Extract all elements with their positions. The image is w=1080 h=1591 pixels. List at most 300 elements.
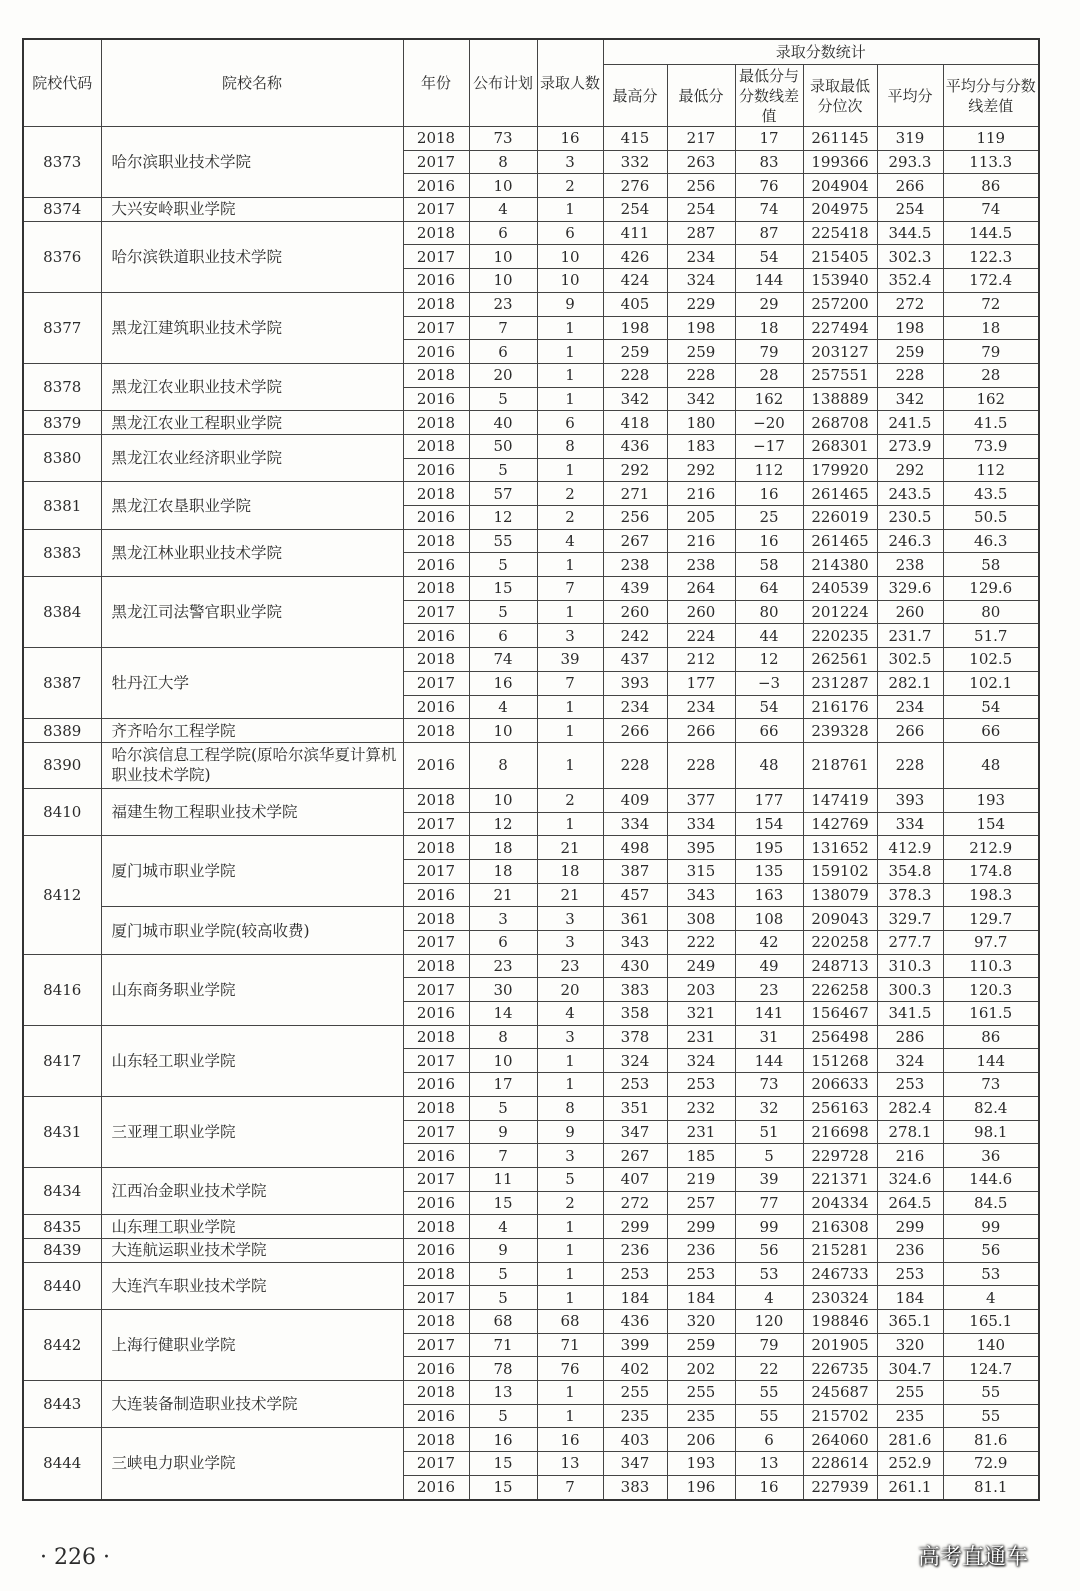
min-rank-cell: 257200 — [803, 292, 877, 316]
school-name: 大连航运职业技术学院 — [101, 1238, 403, 1262]
school-code: 8439 — [23, 1238, 101, 1262]
school-code: 8431 — [23, 1096, 101, 1167]
max-score-cell: 324 — [603, 1049, 667, 1073]
plan-cell: 20 — [469, 363, 537, 387]
avg-score-cell: 320 — [877, 1333, 943, 1357]
min-score-cell: 257 — [667, 1191, 735, 1215]
plan-cell: 12 — [469, 812, 537, 836]
table-row — [23, 1025, 1039, 1049]
min-diff-cell: 79 — [735, 340, 803, 364]
max-score-cell: 343 — [603, 931, 667, 955]
table-row — [23, 363, 1039, 387]
min-score-cell: 177 — [667, 671, 735, 695]
avg-diff-cell: 144.6 — [943, 1167, 1039, 1191]
min-score-cell: 266 — [667, 719, 735, 743]
admitted-cell: 9 — [537, 1120, 603, 1144]
admitted-cell: 1 — [537, 553, 603, 577]
avg-score-cell: 273.9 — [877, 434, 943, 458]
avg-score-cell: 286 — [877, 1025, 943, 1049]
min-diff-cell: 55 — [735, 1381, 803, 1405]
year-cell: 2016 — [403, 624, 469, 648]
max-score-cell: 253 — [603, 1262, 667, 1286]
table-row — [23, 1215, 1039, 1239]
avg-diff-cell: 81.6 — [943, 1428, 1039, 1452]
min-diff-cell: −20 — [735, 411, 803, 435]
min-score-cell: 184 — [667, 1286, 735, 1310]
min-score-cell: 299 — [667, 1215, 735, 1239]
admitted-cell: 6 — [537, 411, 603, 435]
avg-diff-cell: 58 — [943, 553, 1039, 577]
min-score-cell: 224 — [667, 624, 735, 648]
header-year: 年份 — [403, 39, 469, 127]
max-score-cell: 378 — [603, 1025, 667, 1049]
min-diff-cell: 83 — [735, 150, 803, 174]
min-score-cell: 232 — [667, 1096, 735, 1120]
max-score-cell: 383 — [603, 978, 667, 1002]
admitted-cell: 21 — [537, 883, 603, 907]
year-cell: 2017 — [403, 600, 469, 624]
min-rank-cell: 204975 — [803, 198, 877, 222]
avg-score-cell: 266 — [877, 719, 943, 743]
year-cell: 2018 — [403, 482, 469, 506]
avg-score-cell: 310.3 — [877, 954, 943, 978]
plan-cell: 10 — [469, 174, 537, 198]
year-cell: 2017 — [403, 812, 469, 836]
avg-diff-cell: 84.5 — [943, 1191, 1039, 1215]
year-cell: 2017 — [403, 931, 469, 955]
avg-diff-cell: 212.9 — [943, 836, 1039, 860]
avg-score-cell: 324 — [877, 1049, 943, 1073]
min-rank-cell: 226735 — [803, 1357, 877, 1381]
max-score-cell: 498 — [603, 836, 667, 860]
min-rank-cell: 231287 — [803, 671, 877, 695]
year-cell: 2016 — [403, 695, 469, 719]
plan-cell: 6 — [469, 931, 537, 955]
min-rank-cell: 138079 — [803, 883, 877, 907]
max-score-cell: 184 — [603, 1286, 667, 1310]
school-code: 8416 — [23, 954, 101, 1025]
avg-score-cell: 282.1 — [877, 671, 943, 695]
school-code: 8442 — [23, 1310, 101, 1381]
min-score-cell: 320 — [667, 1310, 735, 1334]
min-score-cell: 193 — [667, 1452, 735, 1476]
max-score-cell: 272 — [603, 1191, 667, 1215]
school-code: 8384 — [23, 577, 101, 648]
max-score-cell: 334 — [603, 812, 667, 836]
min-rank-cell: 256498 — [803, 1025, 877, 1049]
admitted-cell: 4 — [537, 529, 603, 553]
min-score-cell: 292 — [667, 458, 735, 482]
year-cell: 2018 — [403, 529, 469, 553]
plan-cell: 4 — [469, 198, 537, 222]
min-rank-cell: 221371 — [803, 1167, 877, 1191]
year-cell: 2017 — [403, 245, 469, 269]
year-cell: 2018 — [403, 1215, 469, 1239]
admitted-cell: 7 — [537, 577, 603, 601]
min-diff-cell: 32 — [735, 1096, 803, 1120]
max-score-cell: 253 — [603, 1073, 667, 1097]
year-cell: 2016 — [403, 340, 469, 364]
min-rank-cell: 216176 — [803, 695, 877, 719]
plan-cell: 18 — [469, 836, 537, 860]
min-score-cell: 377 — [667, 788, 735, 812]
min-diff-cell: 177 — [735, 788, 803, 812]
school-name: 山东轻工职业学院 — [101, 1025, 403, 1096]
avg-diff-cell: 74 — [943, 198, 1039, 222]
plan-cell: 16 — [469, 1428, 537, 1452]
avg-score-cell: 234 — [877, 695, 943, 719]
header-min-rank: 录取最低分位次 — [803, 65, 877, 127]
plan-cell: 5 — [469, 600, 537, 624]
avg-score-cell: 253 — [877, 1262, 943, 1286]
avg-score-cell: 228 — [877, 742, 943, 788]
school-name: 大连汽车职业技术学院 — [101, 1262, 403, 1309]
min-diff-cell: 25 — [735, 506, 803, 530]
plan-cell: 3 — [469, 907, 537, 931]
avg-diff-cell: 66 — [943, 719, 1039, 743]
plan-cell: 50 — [469, 434, 537, 458]
min-rank-cell: 261465 — [803, 529, 877, 553]
min-score-cell: 212 — [667, 648, 735, 672]
year-cell: 2016 — [403, 883, 469, 907]
max-score-cell: 403 — [603, 1428, 667, 1452]
plan-cell: 78 — [469, 1357, 537, 1381]
min-rank-cell: 201905 — [803, 1333, 877, 1357]
avg-diff-cell: 48 — [943, 742, 1039, 788]
table-row — [23, 1381, 1039, 1405]
plan-cell: 5 — [469, 1262, 537, 1286]
avg-diff-cell: 172.4 — [943, 269, 1039, 293]
plan-cell: 4 — [469, 1215, 537, 1239]
admitted-cell: 2 — [537, 174, 603, 198]
min-rank-cell: 230324 — [803, 1286, 877, 1310]
year-cell: 2018 — [403, 363, 469, 387]
school-code: 8410 — [23, 788, 101, 835]
year-cell: 2018 — [403, 788, 469, 812]
admitted-cell: 1 — [537, 812, 603, 836]
school-code: 8376 — [23, 221, 101, 292]
min-score-cell: 206 — [667, 1428, 735, 1452]
min-rank-cell: 142769 — [803, 812, 877, 836]
max-score-cell: 436 — [603, 434, 667, 458]
min-rank-cell: 239328 — [803, 719, 877, 743]
year-cell: 2018 — [403, 907, 469, 931]
admitted-cell: 5 — [537, 1167, 603, 1191]
max-score-cell: 411 — [603, 221, 667, 245]
school-name: 山东商务职业学院 — [101, 954, 403, 1025]
plan-cell: 14 — [469, 1002, 537, 1026]
avg-diff-cell: 72.9 — [943, 1452, 1039, 1476]
avg-diff-cell: 28 — [943, 363, 1039, 387]
min-diff-cell: 31 — [735, 1025, 803, 1049]
plan-cell: 9 — [469, 1120, 537, 1144]
min-rank-cell: 248713 — [803, 954, 877, 978]
min-rank-cell: 220258 — [803, 931, 877, 955]
year-cell: 2017 — [403, 1167, 469, 1191]
min-diff-cell: 76 — [735, 174, 803, 198]
min-diff-cell: 5 — [735, 1144, 803, 1168]
min-score-cell: 216 — [667, 482, 735, 506]
school-name: 三亚理工职业学院 — [101, 1096, 403, 1167]
min-rank-cell: 215405 — [803, 245, 877, 269]
min-rank-cell: 204904 — [803, 174, 877, 198]
min-score-cell: 228 — [667, 742, 735, 788]
table-row — [23, 742, 1039, 788]
min-score-cell: 263 — [667, 150, 735, 174]
admitted-cell: 68 — [537, 1310, 603, 1334]
avg-score-cell: 352.4 — [877, 269, 943, 293]
min-score-cell: 222 — [667, 931, 735, 955]
year-cell: 2017 — [403, 316, 469, 340]
school-name: 厦门城市职业学院 — [101, 836, 403, 907]
school-name: 黑龙江农垦职业学院 — [101, 482, 403, 529]
plan-cell: 55 — [469, 529, 537, 553]
max-score-cell: 399 — [603, 1333, 667, 1357]
plan-cell: 15 — [469, 577, 537, 601]
avg-diff-cell: 102.5 — [943, 648, 1039, 672]
table-row — [23, 198, 1039, 222]
max-score-cell: 426 — [603, 245, 667, 269]
min-score-cell: 185 — [667, 1144, 735, 1168]
admitted-cell: 1 — [537, 316, 603, 340]
min-score-cell: 249 — [667, 954, 735, 978]
plan-cell: 16 — [469, 671, 537, 695]
table-row — [23, 127, 1039, 151]
admitted-cell: 3 — [537, 931, 603, 955]
admitted-cell: 16 — [537, 1428, 603, 1452]
avg-score-cell: 241.5 — [877, 411, 943, 435]
admission-score-table — [22, 38, 1040, 1501]
year-cell: 2018 — [403, 577, 469, 601]
avg-score-cell: 277.7 — [877, 931, 943, 955]
max-score-cell: 256 — [603, 506, 667, 530]
avg-score-cell: 246.3 — [877, 529, 943, 553]
min-score-cell: 255 — [667, 1381, 735, 1405]
avg-diff-cell: 102.1 — [943, 671, 1039, 695]
min-score-cell: 315 — [667, 859, 735, 883]
avg-score-cell: 292 — [877, 458, 943, 482]
avg-score-cell: 365.1 — [877, 1310, 943, 1334]
avg-score-cell: 278.1 — [877, 1120, 943, 1144]
min-diff-cell: 54 — [735, 695, 803, 719]
avg-score-cell: 253 — [877, 1073, 943, 1097]
admitted-cell: 1 — [537, 1049, 603, 1073]
year-cell: 2018 — [403, 1025, 469, 1049]
school-code: 8374 — [23, 198, 101, 222]
min-rank-cell: 220235 — [803, 624, 877, 648]
max-score-cell: 266 — [603, 719, 667, 743]
min-score-cell: 260 — [667, 600, 735, 624]
avg-score-cell: 412.9 — [877, 836, 943, 860]
avg-score-cell: 324.6 — [877, 1167, 943, 1191]
min-score-cell: 324 — [667, 269, 735, 293]
admitted-cell: 7 — [537, 671, 603, 695]
min-score-cell: 229 — [667, 292, 735, 316]
avg-score-cell: 216 — [877, 1144, 943, 1168]
year-cell: 2017 — [403, 1120, 469, 1144]
avg-score-cell: 354.8 — [877, 859, 943, 883]
header-name: 院校名称 — [101, 39, 403, 127]
avg-score-cell: 293.3 — [877, 150, 943, 174]
max-score-cell: 409 — [603, 788, 667, 812]
avg-diff-cell: 140 — [943, 1333, 1039, 1357]
max-score-cell: 358 — [603, 1002, 667, 1026]
school-code: 8389 — [23, 719, 101, 743]
avg-score-cell: 342 — [877, 387, 943, 411]
year-cell: 2018 — [403, 1310, 469, 1334]
year-cell: 2018 — [403, 648, 469, 672]
year-cell: 2016 — [403, 269, 469, 293]
table-row — [23, 648, 1039, 672]
min-score-cell: 395 — [667, 836, 735, 860]
avg-diff-cell: 113.3 — [943, 150, 1039, 174]
avg-score-cell: 255 — [877, 1381, 943, 1405]
min-score-cell: 238 — [667, 553, 735, 577]
avg-score-cell: 238 — [877, 553, 943, 577]
min-rank-cell: 198846 — [803, 1310, 877, 1334]
min-score-cell: 256 — [667, 174, 735, 198]
min-diff-cell: 144 — [735, 1049, 803, 1073]
admitted-cell: 10 — [537, 245, 603, 269]
min-rank-cell: 209043 — [803, 907, 877, 931]
avg-score-cell: 259 — [877, 340, 943, 364]
min-score-cell: 198 — [667, 316, 735, 340]
min-diff-cell: 16 — [735, 529, 803, 553]
year-cell: 2018 — [403, 1381, 469, 1405]
min-diff-cell: 28 — [735, 363, 803, 387]
year-cell: 2016 — [403, 1002, 469, 1026]
year-cell: 2016 — [403, 742, 469, 788]
admitted-cell: 1 — [537, 1262, 603, 1286]
admitted-cell: 2 — [537, 1191, 603, 1215]
min-rank-cell: 268301 — [803, 434, 877, 458]
school-name: 黑龙江司法警官职业学院 — [101, 577, 403, 648]
min-diff-cell: 56 — [735, 1238, 803, 1262]
min-rank-cell: 206633 — [803, 1073, 877, 1097]
school-code: 8383 — [23, 529, 101, 576]
min-diff-cell: 18 — [735, 316, 803, 340]
plan-cell: 5 — [469, 553, 537, 577]
admitted-cell: 3 — [537, 1144, 603, 1168]
min-rank-cell: 264060 — [803, 1428, 877, 1452]
max-score-cell: 361 — [603, 907, 667, 931]
min-diff-cell: 48 — [735, 742, 803, 788]
min-diff-cell: 154 — [735, 812, 803, 836]
avg-diff-cell: 98.1 — [943, 1120, 1039, 1144]
school-code: 8443 — [23, 1381, 101, 1428]
max-score-cell: 236 — [603, 1238, 667, 1262]
school-name: 大连装备制造职业技术学院 — [101, 1381, 403, 1428]
avg-score-cell: 341.5 — [877, 1002, 943, 1026]
min-rank-cell: 179920 — [803, 458, 877, 482]
min-rank-cell: 214380 — [803, 553, 877, 577]
avg-diff-cell: 86 — [943, 1025, 1039, 1049]
avg-score-cell: 260 — [877, 600, 943, 624]
year-cell: 2016 — [403, 1404, 469, 1428]
min-diff-cell: 77 — [735, 1191, 803, 1215]
avg-diff-cell: 144.5 — [943, 221, 1039, 245]
avg-diff-cell: 165.1 — [943, 1310, 1039, 1334]
admitted-cell: 1 — [537, 719, 603, 743]
min-diff-cell: 54 — [735, 245, 803, 269]
min-rank-cell: 240539 — [803, 577, 877, 601]
min-diff-cell: 17 — [735, 127, 803, 151]
admitted-cell: 1 — [537, 1404, 603, 1428]
table-row — [23, 1262, 1039, 1286]
school-name: 黑龙江农业经济职业学院 — [101, 434, 403, 481]
plan-cell: 15 — [469, 1452, 537, 1476]
min-diff-cell: −3 — [735, 671, 803, 695]
school-code: 8381 — [23, 482, 101, 529]
school-code: 8434 — [23, 1167, 101, 1214]
avg-diff-cell: 55 — [943, 1381, 1039, 1405]
avg-diff-cell: 80 — [943, 600, 1039, 624]
min-diff-cell: 80 — [735, 600, 803, 624]
school-name: 黑龙江农业职业技术学院 — [101, 363, 403, 410]
table-row — [23, 434, 1039, 458]
avg-diff-cell: 73.9 — [943, 434, 1039, 458]
year-cell: 2018 — [403, 411, 469, 435]
admitted-cell: 76 — [537, 1357, 603, 1381]
admitted-cell: 1 — [537, 1073, 603, 1097]
plan-cell: 18 — [469, 859, 537, 883]
min-diff-cell: 23 — [735, 978, 803, 1002]
year-cell: 2016 — [403, 506, 469, 530]
plan-cell: 6 — [469, 340, 537, 364]
avg-score-cell: 302.3 — [877, 245, 943, 269]
school-code: 8387 — [23, 648, 101, 719]
min-diff-cell: 108 — [735, 907, 803, 931]
admitted-cell: 16 — [537, 127, 603, 151]
school-code: 8377 — [23, 292, 101, 363]
min-score-cell: 231 — [667, 1120, 735, 1144]
admitted-cell: 1 — [537, 742, 603, 788]
min-score-cell: 234 — [667, 245, 735, 269]
min-score-cell: 342 — [667, 387, 735, 411]
school-name: 三峡电力职业学院 — [101, 1428, 403, 1500]
school-name: 厦门城市职业学院(较高收费) — [101, 907, 403, 954]
admitted-cell: 1 — [537, 600, 603, 624]
plan-cell: 6 — [469, 624, 537, 648]
plan-cell: 6 — [469, 221, 537, 245]
avg-score-cell: 198 — [877, 316, 943, 340]
min-score-cell: 259 — [667, 1333, 735, 1357]
min-score-cell: 343 — [667, 883, 735, 907]
min-score-cell: 253 — [667, 1073, 735, 1097]
admitted-cell: 4 — [537, 1002, 603, 1026]
min-rank-cell: 261145 — [803, 127, 877, 151]
min-score-cell: 254 — [667, 198, 735, 222]
school-name: 大兴安岭职业学院 — [101, 198, 403, 222]
min-score-cell: 253 — [667, 1262, 735, 1286]
min-rank-cell: 151268 — [803, 1049, 877, 1073]
school-code: 8440 — [23, 1262, 101, 1309]
min-diff-cell: 162 — [735, 387, 803, 411]
min-score-cell: 324 — [667, 1049, 735, 1073]
avg-diff-cell: 41.5 — [943, 411, 1039, 435]
avg-diff-cell: 162 — [943, 387, 1039, 411]
avg-diff-cell: 4 — [943, 1286, 1039, 1310]
avg-score-cell: 319 — [877, 127, 943, 151]
max-score-cell: 332 — [603, 150, 667, 174]
min-score-cell: 217 — [667, 127, 735, 151]
plan-cell: 5 — [469, 458, 537, 482]
min-diff-cell: 16 — [735, 1475, 803, 1499]
table-row — [23, 1167, 1039, 1191]
avg-score-cell: 230.5 — [877, 506, 943, 530]
max-score-cell: 259 — [603, 340, 667, 364]
plan-cell: 8 — [469, 1025, 537, 1049]
